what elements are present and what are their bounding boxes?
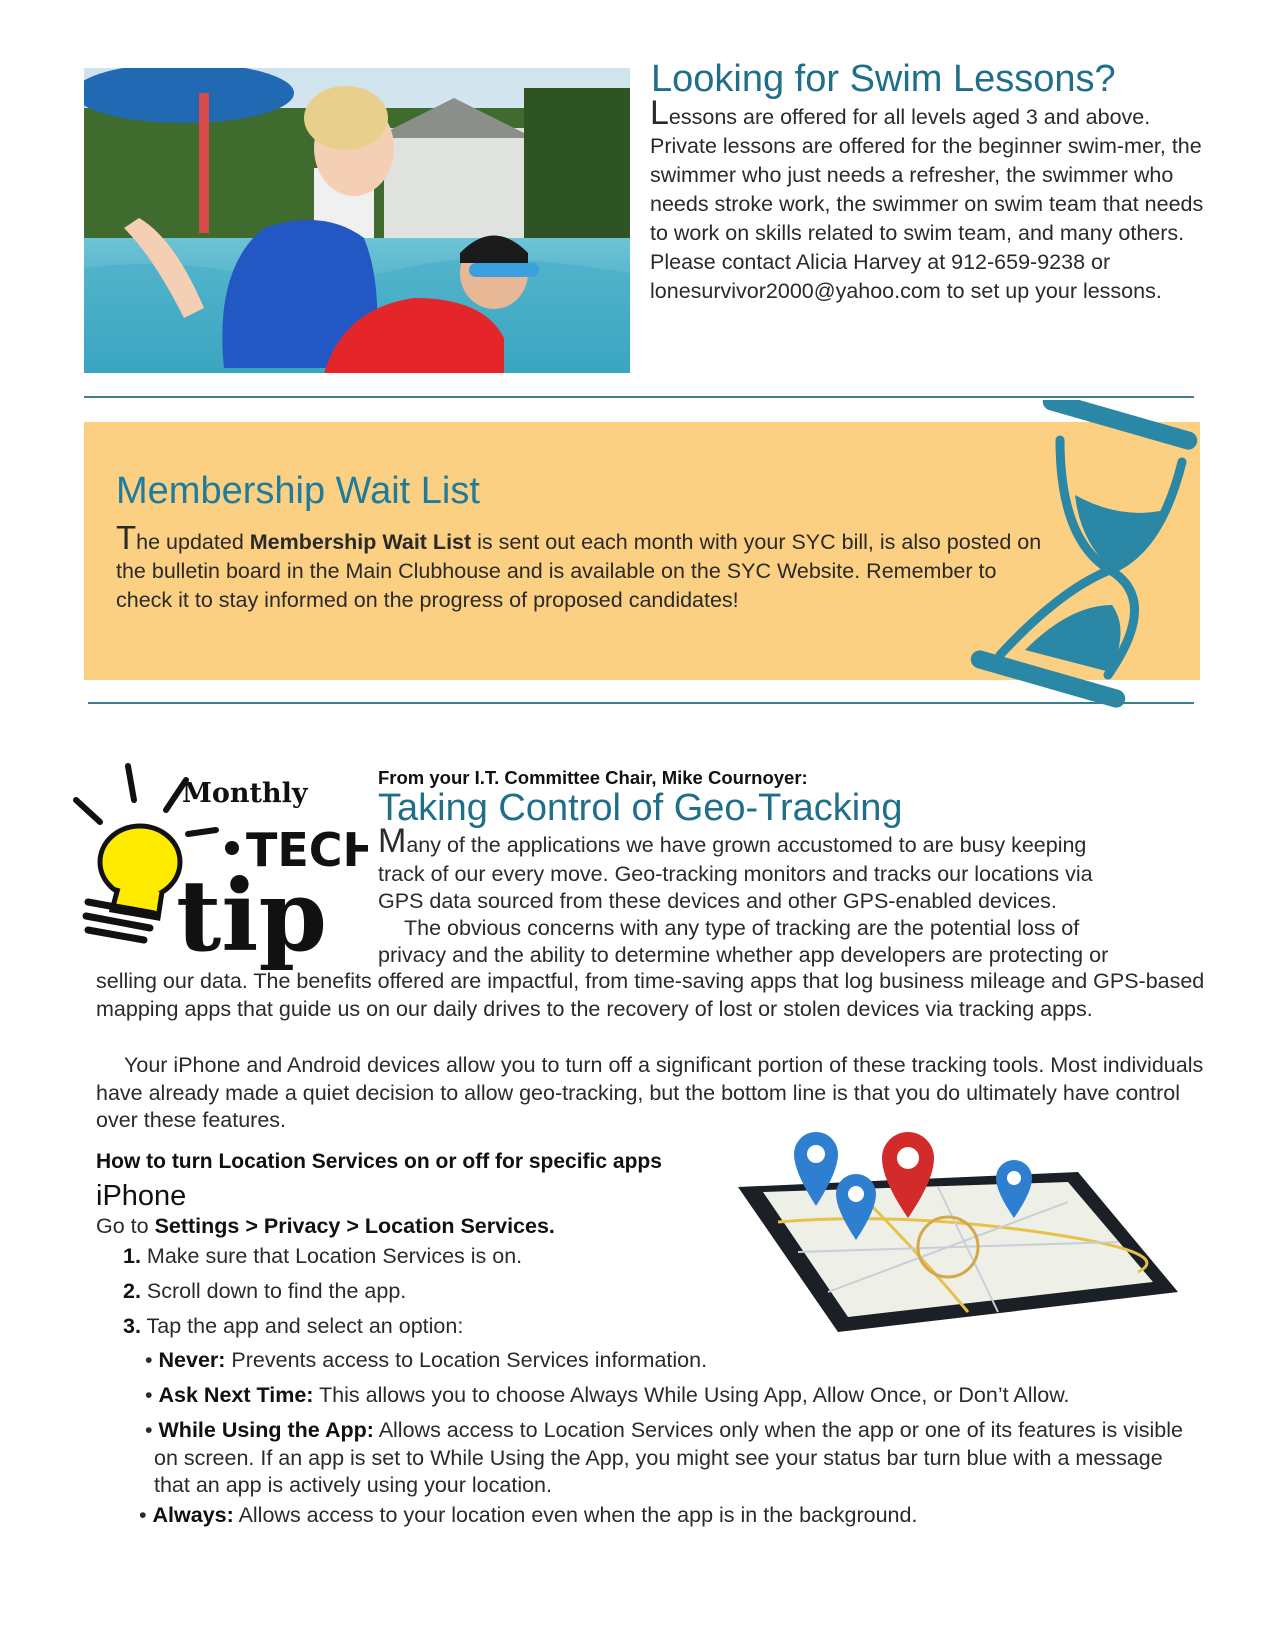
wait-dropcap: T xyxy=(116,519,137,556)
wait-text-b: is sent out each month with your SYC bill, is also posted on the bulletin board in the Main Clubhouse and is available on the SYC Website. Remember to check it to stay informed on the progress of proposed candidates! xyxy=(116,530,1042,612)
logo-tip-text: tip xyxy=(176,859,328,970)
step-number: 2. xyxy=(123,1279,141,1303)
settings-path xyxy=(96,1214,555,1239)
tech-line-4: The obvious concerns with any type of tracking are the potential loss of xyxy=(404,916,1080,940)
step-text: Tap the app and select an option: xyxy=(140,1314,464,1338)
section-divider xyxy=(84,396,1194,398)
wait-list-body xyxy=(116,519,1056,615)
tech-line-1 xyxy=(378,822,1087,860)
wait-text-bold: Membership Wait List xyxy=(249,530,472,554)
step-text: Make sure that Location Services is on. xyxy=(140,1244,523,1268)
option-label: While Using the App: xyxy=(158,1418,374,1442)
option-while-using: • While Using the App: Allows access to Location Services only when the app or one of its features is visible on screen. If an app is set to While Using the App, you might see your status bar turn blue with a message that an app is actively using your location. xyxy=(145,1418,1183,1497)
option-label: Always: xyxy=(152,1503,234,1527)
step-2 xyxy=(123,1279,406,1304)
swim-lessons-title: Looking for Swim Lessons? xyxy=(651,58,1116,100)
phone-map-illustration xyxy=(738,1132,1178,1352)
wait-list-title: Membership Wait List xyxy=(116,470,480,512)
iphone-heading: iPhone xyxy=(96,1180,187,1212)
option-ask-next-time: • Ask Next Time: This allows you to choose Always While Using App, Allow Once, or Don’t Allow. xyxy=(145,1383,1070,1407)
option-text: This allows you to choose Always While Using App, Allow Once, or Don’t Allow. xyxy=(313,1383,1070,1407)
tech-paragraph-2: Your iPhone and Android devices allow you to turn off a significant portion of these tracking tools. Most individuals have already made a quiet decision to allow geo-tracking, but the bottom line is that you do ultimately have control over these features. xyxy=(96,1053,1204,1132)
tech-line-2: track of our every move. Geo-tracking monitors and tracks our locations via xyxy=(378,862,1093,886)
step-number: 3. xyxy=(123,1314,141,1338)
tech-line-3: GPS data sourced from these devices and other GPS-enabled devices. xyxy=(378,889,1057,913)
tech-tip-title: Taking Control of Geo-Tracking xyxy=(378,787,903,829)
tech-paragraph-continued: selling our data. The benefits offered are impactful, from time-saving apps that log business mileage and GPS-based mapping apps that guide us on our daily drives to the recovery of lost or stolen devices via tracking apps. xyxy=(96,969,1205,1021)
tech-dropcap: M xyxy=(378,822,407,860)
option-label: Never: xyxy=(158,1348,226,1372)
tech-line-1-text: any of the applications we have grown accustomed to are busy keeping xyxy=(406,833,1087,857)
step-3 xyxy=(123,1314,463,1339)
option-text: Allows access to Location Services only when the app or one of its features is visible on screen. If an app is set to While Using the App, you might see your status bar turn blue with a message that an app is actively using your location. xyxy=(154,1418,1183,1497)
howto-heading: How to turn Location Services on or off for specific apps xyxy=(96,1150,662,1173)
monthly-tech-tip-logo xyxy=(68,760,368,970)
option-text: Allows access to your location even when the app is in the background. xyxy=(233,1503,918,1527)
tech-tip-byline: From your I.T. Committee Chair, Mike Cournoyer: xyxy=(378,767,808,788)
swim-lessons-body xyxy=(650,94,1210,306)
option-never: • Never: Prevents access to Location Services information. xyxy=(145,1348,708,1372)
logo-monthly-text: Monthly xyxy=(182,778,308,809)
swim-lessons-text: essons are offered for all levels aged 3 and above. Private lessons are offered for the beginner swim-mer, the swimmer who just needs a refresher, the swimmer who needs stroke work, the swimmer on swim team that needs to work on skills related to swim team, and many others. Please contact Alicia Harvey at 912-659-9238 or lonesurvivor2000@yahoo.com to set up your lessons. xyxy=(650,105,1204,303)
option-text: Prevents access to Location Services information. xyxy=(225,1348,708,1372)
goto-prefix: Go to xyxy=(96,1214,155,1238)
step-number: 1. xyxy=(123,1244,141,1268)
hourglass-icon xyxy=(960,400,1220,722)
goto-path: Settings > Privacy > Location Services. xyxy=(154,1214,555,1238)
step-1 xyxy=(123,1244,522,1269)
option-always: • Always: Allows access to your location even when the app is in the background. xyxy=(139,1503,918,1527)
wait-text-a: he updated xyxy=(136,530,250,554)
logo-tech-text: TECH xyxy=(246,823,368,877)
option-label: Ask Next Time: xyxy=(158,1383,314,1407)
tech-line-5: privacy and the ability to determine whether app developers are protecting or xyxy=(378,943,1109,967)
section-divider xyxy=(88,702,1194,704)
swim-lesson-photo xyxy=(84,68,630,373)
swim-dropcap: L xyxy=(650,94,669,132)
step-text: Scroll down to find the app. xyxy=(140,1279,407,1303)
